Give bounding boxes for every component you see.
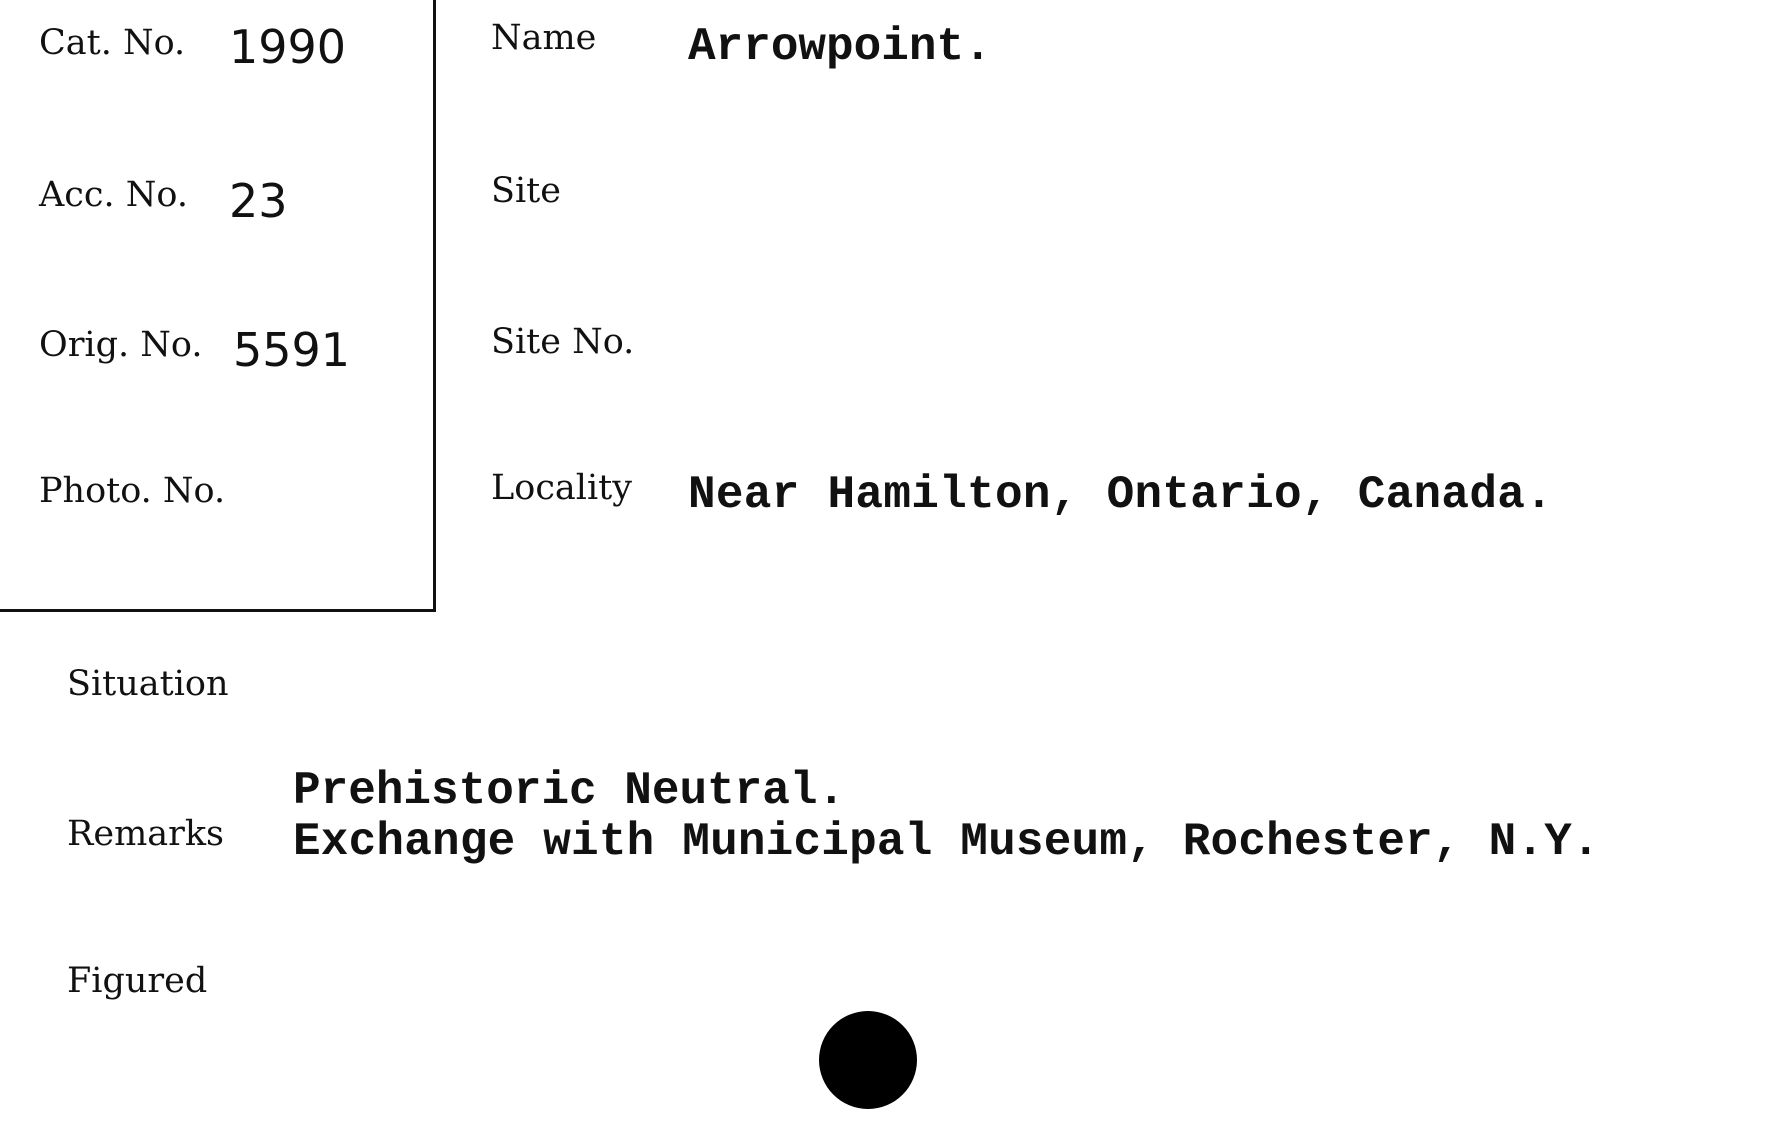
name-value: Arrowpoint. (688, 21, 992, 73)
figured-label: Figured (67, 961, 208, 1001)
remarks-label: Remarks (67, 814, 225, 854)
acc-no-label: Acc. No. (39, 175, 188, 215)
remarks-line-1: Prehistoric Neutral. (293, 765, 846, 817)
name-label: Name (491, 18, 597, 58)
locality-label: Locality (491, 468, 633, 508)
locality-value: Near Hamilton, Ontario, Canada. (688, 469, 1554, 521)
left-box-vertical-rule (433, 0, 436, 612)
punch-hole (819, 1011, 917, 1109)
site-no-label: Site No. (491, 322, 635, 362)
site-label: Site (491, 171, 561, 211)
cat-no-value: 1990 (229, 20, 347, 74)
orig-no-value: 5591 (233, 323, 351, 377)
photo-no-label: Photo. No. (39, 471, 226, 511)
orig-no-label: Orig. No. (39, 325, 203, 365)
left-box-horizontal-rule (0, 609, 436, 612)
acc-no-value: 23 (229, 174, 288, 228)
remarks-line-2: Exchange with Municipal Museum, Rochester, N.Y. (293, 816, 1600, 868)
situation-label: Situation (67, 664, 229, 704)
cat-no-label: Cat. No. (39, 23, 186, 63)
